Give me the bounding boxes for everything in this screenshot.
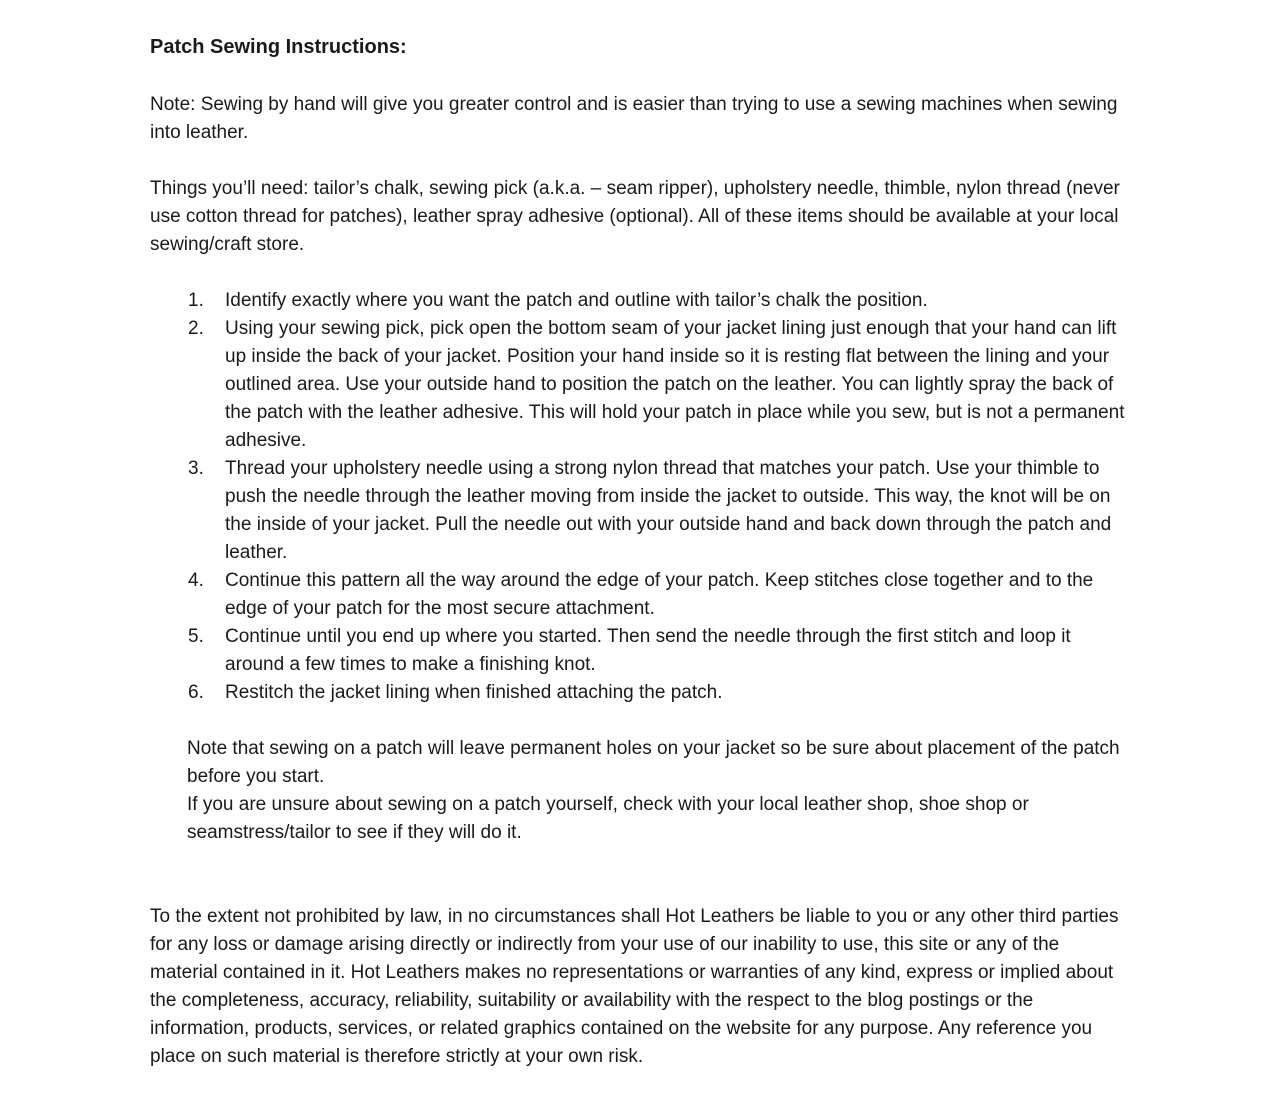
- step-text: Restitch the jacket lining when finished attaching the patch.: [225, 682, 723, 703]
- step-number: 2.: [188, 318, 204, 339]
- step-number: 5.: [188, 626, 204, 647]
- step-text: Identify exactly where you want the patch and outline with tailor’s chalk the position.: [225, 290, 928, 311]
- step-number: 6.: [188, 682, 204, 703]
- step-number: 4.: [188, 570, 204, 591]
- step-item-4: [188, 567, 1125, 623]
- steps-list: [188, 287, 1125, 707]
- things-needed-paragraph: Things you’ll need: tailor’s chalk, sewing pick (a.k.a. – seam ripper), upholstery needle, thimble, nylon thread (never use cotton thread for patches), leather spray adhesive (optional). All of these items should be available at your local sewing/craft store.: [150, 178, 1120, 255]
- step-item-5: [188, 623, 1125, 679]
- step-item-1: [188, 287, 1125, 315]
- disclaimer-paragraph: To the extent not prohibited by law, in no circumstances shall Hot Leathers be liable to you or any other third parties for any loss or damage arising directly or indirectly from your use of our inability to use, this site or any of the material contained in it. Hot Leathers makes no representations or warranties of any kind, express or implied about the completeness, accuracy, reliability, suitability or availability with the respect to the blog postings or the information, products, services, or related graphics contained on the website for any purpose. Any reference you place on such material is therefore strictly at your own risk.: [150, 906, 1119, 1067]
- step-text: Thread your upholstery needle using a strong nylon thread that matches your patch. Use your thimble to push the needle through the leather moving from inside the jacket to outside. This way, the knot will be on the inside of your jacket. Pull the needle out with your outside hand and back down through the patch and leather.: [225, 458, 1112, 563]
- step-text: Continue this pattern all the way around the edge of your patch. Keep stitches close together and to the edge of your patch for the most secure attachment.: [225, 570, 1094, 619]
- step-item-6: [188, 679, 1125, 707]
- step-number: 3.: [188, 458, 204, 479]
- intro-note-paragraph: Note: Sewing by hand will give you greater control and is easier than trying to use a sewing machines when sewing into leather.: [150, 94, 1118, 143]
- page-title: Patch Sewing Instructions:: [150, 36, 407, 58]
- closing-notes-block: [187, 735, 1125, 847]
- step-text: Continue until you end up where you started. Then send the needle through the first stitch and loop it around a few times to make a finishing knot.: [225, 626, 1071, 675]
- step-text: Using your sewing pick, pick open the bottom seam of your jacket lining just enough that your hand can lift up inside the back of your jacket. Position your hand inside so it is resting flat between the lining and your outlined area. Use your outside hand to position the patch on the leather. You can lightly spray the back of the patch with the leather adhesive. This will hold your patch in place while you sew, but is not a permanent adhesive.: [225, 318, 1125, 451]
- unsure-note-paragraph: If you are unsure about sewing on a patch yourself, check with your local leather shop, shoe shop or seamstress/tailor to see if they will do it.: [187, 794, 1029, 843]
- placement-note-paragraph: Note that sewing on a patch will leave permanent holes on your jacket so be sure about placement of the patch before you start.: [187, 738, 1120, 787]
- step-item-3: [188, 455, 1125, 567]
- step-item-2: [188, 315, 1125, 455]
- step-number: 1.: [188, 290, 204, 311]
